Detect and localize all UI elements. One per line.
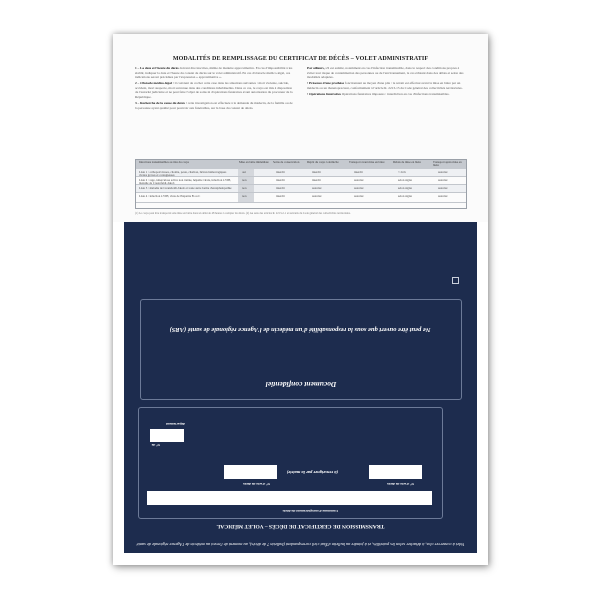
table-cell: non (242, 186, 247, 190)
table-cell: autorisé (438, 178, 448, 182)
table-footnote: (1) Le corps peut être transporté sans mise en bière dans un délai de 48 heures à compter du décès. (2) Au sens des articles R. 2213-2-1 et suivants du Code général des collectivités territoriales. (135, 212, 351, 215)
table-cell: autorisé (438, 194, 448, 198)
checkbox[interactable] (452, 277, 459, 284)
table-row (136, 177, 466, 185)
commune-field[interactable] (147, 491, 432, 505)
table-cell: selon règles (398, 194, 413, 198)
table-cell: autorisé (354, 186, 364, 190)
table-cell: Liste 2 : rage, tuberculose active non traitée, hépatite virale, infection à VIH, maladie de Creutzfeldt-Jakob (139, 178, 232, 185)
left-column (135, 66, 295, 112)
instruction-paragraph (135, 101, 295, 110)
table-cell: interdit (276, 178, 285, 182)
table-cell: Liste 4 : infection à VIH, virus de l'hépatite B ou C (139, 194, 201, 198)
death-act-number-field-right[interactable] (224, 465, 277, 479)
table-row (136, 193, 466, 203)
number-label: N° de (151, 443, 160, 447)
table-row (136, 169, 466, 177)
administrative-section (113, 34, 488, 222)
instructions-columns (135, 66, 467, 154)
paragraph-text: Opérations funéraires imposées : interdiction en cas d'infections transmissibles. (341, 91, 450, 96)
table-cell: interdit (276, 186, 285, 190)
table-cell: autorisé (312, 194, 322, 198)
table-header-cell: Dépôt du corps à domicile (307, 161, 339, 164)
table-cell: selon règles (398, 186, 413, 190)
table-header-cell: Transport avant mise en bière (349, 161, 385, 164)
table-header-cell: Transport après mise en bière (433, 161, 462, 168)
instruction-paragraph (307, 81, 467, 90)
death-act-number-label-left: N° d'acte de décès (387, 482, 414, 486)
paragraph-heading: Par ailleurs, (307, 66, 325, 70)
table-cell: autorisé (354, 178, 364, 182)
table-cell: selon règles (398, 178, 413, 182)
death-act-number-field-left[interactable] (369, 465, 422, 479)
right-column (307, 66, 467, 98)
table-cell: < 24 h (398, 170, 406, 174)
instruction-paragraph (135, 66, 295, 80)
table-cell: oui (242, 170, 246, 174)
paragraph-heading: 1 – La date et l'heure du décès (135, 66, 179, 70)
table-cell: Liste 1 : orthopoxviroses, choléra, peste, charbon, fièvres hémorragiques virales graves et contagieuses (139, 170, 227, 177)
table-cell: Liste 3 : maladie de Creutzfeldt-Jakob et toute autre forme d'encéphalopathie (139, 186, 232, 190)
instruction-paragraph (135, 81, 295, 99)
infections-table (135, 159, 467, 209)
registration-form-box (138, 407, 443, 519)
paragraph-text: cette investigation est effectuée à la demande du médecin, de la famille ou de la personne ayant qualité pour pourvoir aux funérailles, sur la base du constat de décès. (135, 101, 293, 110)
table-cell: interdit (276, 194, 285, 198)
department-number-field[interactable] (150, 429, 184, 442)
table-cell: autorisé (438, 170, 448, 174)
table-cell: autorisé (354, 194, 364, 198)
paragraph-heading: 3 – Recherche de la cause du décès : (135, 101, 187, 106)
department-label: département (165, 422, 185, 426)
document-title: MODALITÉS DE REMPLISSAGE DU CERTIFICAT DE DÉCÈS – VOLET ADMINISTRATIF (172, 56, 429, 62)
table-body (136, 169, 466, 209)
confidential-box (140, 299, 462, 400)
table-header-cell: Infections transmissibles au titre du corps (139, 161, 189, 164)
table-cell: non (242, 194, 247, 198)
table-header-cell: Soins de conservation (273, 161, 300, 164)
table-header-cell: Délais de mise en bière (393, 161, 421, 164)
medical-section (124, 222, 477, 553)
confidential-text: Ne peut être ouvert que sous la responsabilité d'un médecin de l'Agence régionale de santé (ARS) (169, 326, 431, 333)
paragraph-heading: • Présence d'une prothèse (307, 81, 345, 86)
instruction-paragraph (307, 92, 467, 97)
death-act-number-label-right: N° d'acte de décès (243, 482, 270, 486)
mairie-note: (à renseigner par la mairie) (286, 470, 338, 475)
section-title: TRANSMISSION DE CERTIFICAT DE DÉCÈS – VOLET MÉDICAL (216, 523, 385, 529)
paragraph-text: il convient de cocher cette case dans les situations suivantes : mort violente, suicide, accident, mort suspecte, mort survenue dans des conditions inhabituelles. Dans ce cas, le corps est mis à disposition de l'autorité judiciaire et ne peut faire l'objet de soins ni d'opérations funéraires avant autorisation du procureur de la République. (135, 81, 293, 100)
cell-shade (238, 169, 254, 176)
table-cell: interdit (276, 170, 285, 174)
table-cell: non (242, 178, 247, 182)
paragraph-heading: 2 – Obstacle médico-légal : (135, 81, 174, 86)
table-header-cell: Mise en bière immédiate (239, 161, 269, 164)
commune-label: Commune d'enregistrement du décès (282, 509, 338, 513)
instruction-paragraph (307, 66, 467, 80)
confidential-title: Document confidentiel (265, 380, 337, 389)
table-cell: autorisé (312, 186, 322, 190)
certificate-sheet (113, 34, 488, 565)
instructions-text: Volet à conserver clos, à détacher selon les pointillés, et à joindre au bulletin d'État civil correspondant (bulletin 7 de décès), au moment de l'envoi au médecin de l'Agence régionale de santé (136, 542, 465, 547)
table-cell: autorisé (438, 186, 448, 190)
paragraph-heading: • Opérations funéraires (307, 91, 341, 96)
medical-section-flipped (124, 222, 477, 553)
table-cell: interdit (312, 178, 321, 182)
paragraph-text: s'il est estimé, notamment en cas d'infection transmissible, dans le respect des conditions propres à éviter tout risque de contamination des personnes ou de l'environnement, le cas échéant dans des délais et selon des modalités adaptées. (307, 66, 464, 80)
table-cell: interdit (354, 170, 363, 174)
paragraph-text: doivent être inscrites, même de manière approximative. En cas d'impossibilité à les établir, indiquer la date et l'heure du constat de décès sur le volet administratif. En cas d'obstacle médico-légal, ces indications seront précédées par l'expression « approximative ». (135, 66, 293, 80)
paragraph-text: fonctionnant au moyen d'une pile : le retrait est effectué avant la mise en bière par un médecin ou un thanatopracteur, conformément à l'article R. 2213-15 du Code général des collectivités territoriales. (307, 81, 463, 90)
table-cell: interdit (312, 170, 321, 174)
table-row (136, 185, 466, 193)
